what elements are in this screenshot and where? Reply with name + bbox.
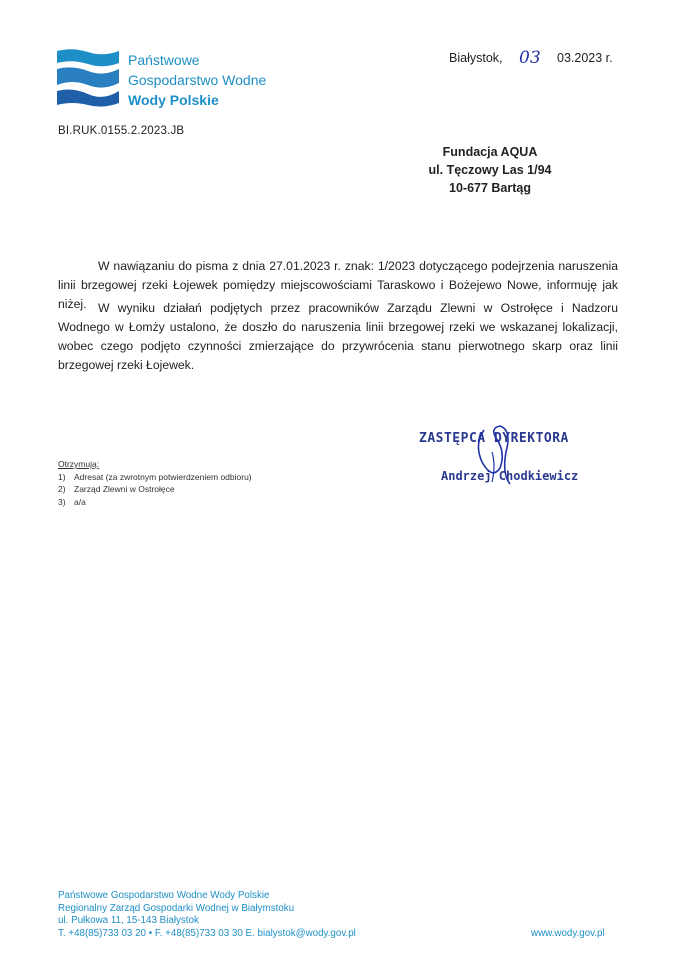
- paragraph-2-text: W wyniku działań podjętych przez pracowników Zarządu Zlewni w Ostrołęce i Nadzoru Wodnego w Łomży ustalono, że doszło do naruszenia linii brzegowej rzeki we wskazanej lokalizacji, wobec czego podjęto czynności zmierzające do przywrócenia stanu pierwotnego skarp oraz linii brzegowej rzeki Łojewek.: [58, 301, 618, 372]
- date-day-handwritten: 03: [519, 48, 541, 68]
- list-item-text: Zarząd Zlewni w Ostrołęce: [74, 484, 175, 494]
- org-name-line1: Państwowe: [128, 52, 200, 68]
- footer-line1: Państwowe Gospodarstwo Wodne Wody Polskie: [58, 890, 270, 901]
- organization-name: [128, 50, 266, 110]
- recipients-list: [58, 458, 252, 508]
- org-name-line3: Wody Polskie: [128, 92, 219, 108]
- recipients-heading: Otrzymują:: [58, 459, 100, 469]
- paragraph-1-text: W nawiązaniu do pisma z dnia 27.01.2023 r. znak: 1/2023 dotyczącego podejrzenia naruszenia linii brzegowej rzeki Łojewek pomiędzy miejscowościami Taraskowo i Bożejewo Nowe, informuję jak niżej.: [58, 259, 618, 311]
- stamp-name: Andrzej Chodkiewicz: [441, 469, 579, 483]
- footer-line4: T. +48(85)733 03 20 • F. +48(85)733 03 30 E. bialystok@wody.gov.pl: [58, 927, 356, 939]
- list-item-text: Adresat (za zwrotnym potwierdzeniem odbioru): [74, 471, 252, 482]
- list-item: [58, 483, 252, 496]
- footer-line3: ul. Pułkowa 11, 15-143 Białystok: [58, 915, 199, 926]
- footer-website-link[interactable]: www.wody.gov.pl: [531, 928, 605, 939]
- recipient-line3: 10-677 Bartąg: [449, 181, 531, 195]
- list-item-number: 1): [58, 471, 66, 482]
- recipient-address: [400, 143, 580, 197]
- stamp-title: ZASTĘPCA DYREKTORA: [419, 431, 569, 446]
- list-item: [58, 496, 252, 509]
- recipient-line2: ul. Tęczowy Las 1/94: [428, 163, 552, 177]
- date-month-year: 03.2023 r.: [557, 51, 613, 65]
- list-item: [58, 471, 252, 484]
- recipient-line1: Fundacja AQUA: [442, 145, 538, 159]
- list-item-number: 2): [58, 484, 66, 494]
- list-item-number: 3): [58, 496, 66, 507]
- wody-polskie-logo: [57, 47, 119, 107]
- reference-number: BI.RUK.0155.2.2023.JB: [58, 125, 185, 137]
- list-item-text: a/a: [74, 496, 86, 507]
- date-city: Białystok,: [449, 51, 503, 65]
- footer-contact: [58, 890, 356, 940]
- handwritten-signature: [470, 422, 520, 492]
- org-name-line2: Gospodarstwo Wodne: [128, 72, 267, 88]
- footer-line2: Regionalny Zarząd Gospodarki Wodnej w Białymstoku: [58, 902, 295, 914]
- body-paragraph-2: [58, 299, 618, 375]
